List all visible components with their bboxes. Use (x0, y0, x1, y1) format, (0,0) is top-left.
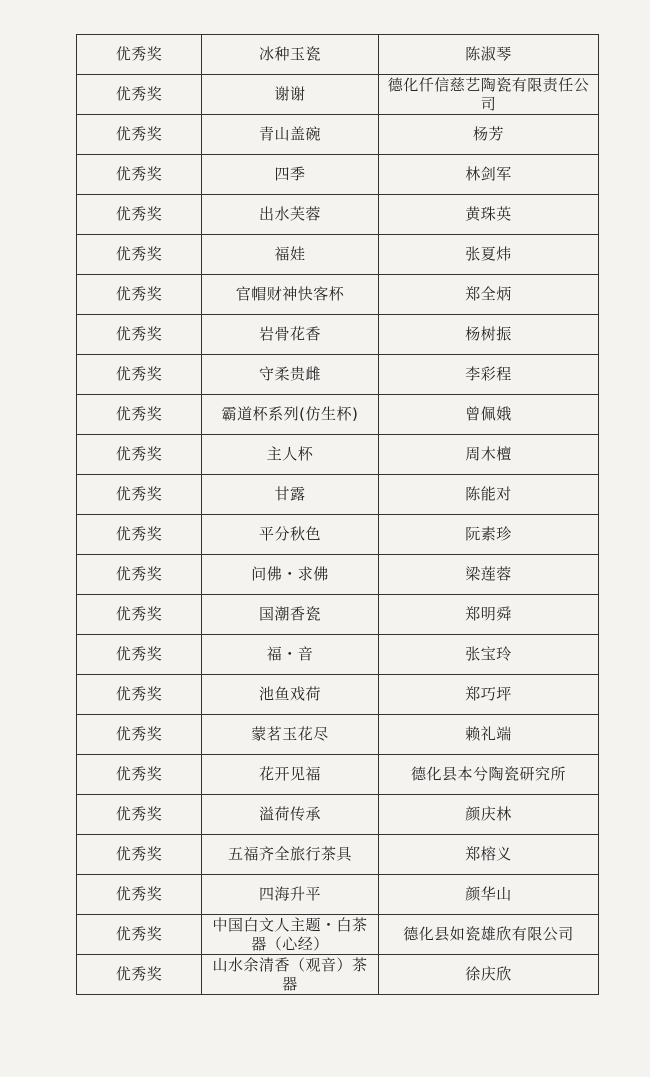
author-cell-text: 陈淑琴 (465, 45, 512, 63)
author-cell (379, 515, 599, 555)
award-cell (77, 715, 202, 755)
work-title-cell (202, 955, 379, 995)
award-cell (77, 875, 202, 915)
work-title-cell-text: 出水芙蓉 (258, 205, 321, 223)
award-cell (77, 515, 202, 555)
work-title-cell (202, 155, 379, 195)
award-cell-text: 优秀奖 (115, 525, 163, 543)
award-cell (77, 115, 202, 155)
table-row (77, 835, 599, 875)
award-cell (77, 395, 202, 435)
work-title-cell-text: 溢荷传承 (258, 805, 321, 823)
table-row (77, 395, 599, 435)
author-cell (379, 115, 599, 155)
author-cell-text: 赖礼端 (465, 725, 512, 743)
award-cell (77, 275, 202, 315)
work-title-cell-text: 岩骨花香 (258, 325, 321, 343)
author-cell-text: 郑明舜 (465, 605, 512, 623)
table-row (77, 795, 599, 835)
table-row (77, 235, 599, 275)
award-cell-text: 优秀奖 (115, 645, 163, 663)
award-cell-text: 优秀奖 (115, 965, 163, 983)
work-title-cell (202, 715, 379, 755)
work-title-cell-text: 冰种玉瓷 (258, 45, 321, 63)
author-cell (379, 595, 599, 635)
award-cell-text: 优秀奖 (115, 125, 163, 143)
table-row (77, 75, 599, 115)
author-cell (379, 555, 599, 595)
author-cell (379, 275, 599, 315)
award-cell-text: 优秀奖 (115, 485, 163, 503)
awards-table (76, 34, 599, 995)
award-cell-text: 优秀奖 (115, 765, 163, 783)
table-row (77, 115, 599, 155)
author-cell-text: 黄珠英 (465, 205, 512, 223)
award-cell-text: 优秀奖 (115, 85, 163, 103)
work-title-cell (202, 315, 379, 355)
work-title-cell (202, 835, 379, 875)
work-title-cell (202, 795, 379, 835)
author-cell-text: 郑巧坪 (465, 685, 512, 703)
work-title-cell (202, 755, 379, 795)
table-row (77, 875, 599, 915)
author-cell-text: 阮素珍 (465, 525, 512, 543)
author-cell-text: 郑全炳 (465, 285, 512, 303)
table-row (77, 555, 599, 595)
award-cell-text: 优秀奖 (115, 925, 163, 943)
work-title-cell (202, 235, 379, 275)
table-row (77, 715, 599, 755)
author-cell (379, 835, 599, 875)
award-cell-text: 优秀奖 (115, 325, 163, 343)
table-row (77, 275, 599, 315)
table-row (77, 155, 599, 195)
table-row (77, 355, 599, 395)
work-title-cell-text: 主人杯 (266, 445, 314, 463)
table-row (77, 955, 599, 995)
award-cell-text: 优秀奖 (115, 605, 163, 623)
award-cell (77, 195, 202, 235)
award-cell-text: 优秀奖 (115, 165, 163, 183)
award-cell-text: 优秀奖 (115, 405, 163, 423)
work-title-cell (202, 75, 379, 115)
award-cell-text: 优秀奖 (115, 725, 163, 743)
work-title-cell-text: 谢谢 (274, 85, 306, 103)
work-title-cell (202, 115, 379, 155)
work-title-cell (202, 675, 379, 715)
award-cell (77, 75, 202, 115)
table-row (77, 755, 599, 795)
author-cell-text: 张夏炜 (465, 245, 512, 263)
work-title-cell (202, 195, 379, 235)
table-row (77, 35, 599, 75)
author-cell (379, 195, 599, 235)
table-row (77, 675, 599, 715)
author-cell (379, 755, 599, 795)
award-cell (77, 435, 202, 475)
author-cell-text: 林剑军 (465, 165, 512, 183)
work-title-cell (202, 915, 379, 955)
work-title-cell-text: 平分秋色 (258, 525, 321, 543)
award-cell-text: 优秀奖 (115, 565, 163, 583)
table-row (77, 515, 599, 555)
award-cell (77, 595, 202, 635)
work-title-cell-text: 五福齐全旅行茶具 (227, 845, 352, 863)
author-cell (379, 435, 599, 475)
author-cell (379, 675, 599, 715)
author-cell (379, 915, 599, 955)
work-title-cell (202, 275, 379, 315)
award-cell (77, 675, 202, 715)
author-cell (379, 315, 599, 355)
table-row (77, 315, 599, 355)
work-title-cell-text: 守柔贵雌 (258, 365, 321, 383)
author-cell (379, 355, 599, 395)
author-cell-text: 德化县如瓷雄欣有限公司 (403, 925, 574, 943)
author-cell (379, 75, 599, 115)
author-cell (379, 955, 599, 995)
work-title-cell-text: 四海升平 (258, 885, 321, 903)
author-cell-text: 郑榕义 (465, 845, 512, 863)
author-cell (379, 395, 599, 435)
award-cell-text: 优秀奖 (115, 445, 163, 463)
award-cell (77, 355, 202, 395)
work-title-cell (202, 395, 379, 435)
award-cell-text: 优秀奖 (115, 685, 163, 703)
work-title-cell (202, 475, 379, 515)
award-cell-text: 优秀奖 (115, 45, 163, 63)
author-cell (379, 875, 599, 915)
work-title-cell-text: 霸道杯系列(仿生杯) (221, 405, 359, 423)
author-cell-text: 李彩程 (465, 365, 512, 383)
awards-table-body (77, 35, 599, 995)
author-cell-text: 徐庆欣 (465, 965, 512, 983)
work-title-cell-text: 福・音 (266, 645, 314, 663)
author-cell (379, 795, 599, 835)
work-title-cell-text: 蒙茗玉花尽 (251, 725, 329, 743)
award-cell-text: 优秀奖 (115, 845, 163, 863)
work-title-cell (202, 35, 379, 75)
award-cell (77, 475, 202, 515)
author-cell-text: 颜庆林 (465, 805, 512, 823)
author-cell (379, 715, 599, 755)
work-title-cell-text: 国潮香瓷 (258, 605, 321, 623)
award-cell-text: 优秀奖 (115, 285, 163, 303)
work-title-cell (202, 635, 379, 675)
table-row (77, 635, 599, 675)
work-title-cell-text: 甘露 (274, 485, 306, 503)
work-title-cell-text: 山水余清香（观音）茶器 (212, 955, 368, 993)
author-cell-text: 陈能对 (465, 485, 512, 503)
table-row (77, 915, 599, 955)
author-cell (379, 635, 599, 675)
award-cell (77, 155, 202, 195)
work-title-cell (202, 435, 379, 475)
work-title-cell-text: 四季 (274, 165, 306, 183)
award-cell-text: 优秀奖 (115, 805, 163, 823)
author-cell-text: 颜华山 (465, 885, 512, 903)
table-row (77, 435, 599, 475)
award-cell-text: 优秀奖 (115, 365, 163, 383)
award-cell (77, 795, 202, 835)
work-title-cell-text: 中国白文人主题・白茶器（心经） (212, 915, 368, 953)
work-title-cell-text: 花开见福 (258, 765, 321, 783)
table-row (77, 595, 599, 635)
work-title-cell-text: 福娃 (274, 245, 306, 263)
author-cell-text: 张宝玲 (465, 645, 512, 663)
award-cell (77, 835, 202, 875)
award-cell (77, 915, 202, 955)
award-cell (77, 235, 202, 275)
author-cell (379, 155, 599, 195)
award-cell-text: 优秀奖 (115, 245, 163, 263)
table-row (77, 195, 599, 235)
work-title-cell (202, 875, 379, 915)
work-title-cell-text: 问佛・求佛 (251, 565, 329, 583)
author-cell-text: 梁莲蓉 (465, 565, 512, 583)
award-cell-text: 优秀奖 (115, 205, 163, 223)
award-cell (77, 755, 202, 795)
work-title-cell-text: 官帽财神快客杯 (235, 285, 345, 303)
award-cell (77, 315, 202, 355)
award-cell (77, 35, 202, 75)
award-cell-text: 优秀奖 (115, 885, 163, 903)
author-cell-text: 德化仟信慈艺陶瓷有限责任公司 (387, 75, 590, 113)
work-title-cell (202, 595, 379, 635)
author-cell (379, 475, 599, 515)
award-cell (77, 955, 202, 995)
work-title-cell (202, 355, 379, 395)
author-cell-text: 杨树振 (465, 325, 512, 343)
work-title-cell (202, 555, 379, 595)
work-title-cell-text: 池鱼戏荷 (258, 685, 321, 703)
table-row (77, 475, 599, 515)
author-cell-text: 德化县本兮陶瓷研究所 (410, 765, 566, 783)
author-cell-text: 杨芳 (472, 125, 504, 143)
award-cell (77, 635, 202, 675)
award-cell (77, 555, 202, 595)
author-cell (379, 35, 599, 75)
work-title-cell (202, 515, 379, 555)
author-cell (379, 235, 599, 275)
work-title-cell-text: 青山盖碗 (258, 125, 321, 143)
author-cell-text: 周木檀 (465, 445, 512, 463)
author-cell-text: 曾佩娥 (465, 405, 512, 423)
